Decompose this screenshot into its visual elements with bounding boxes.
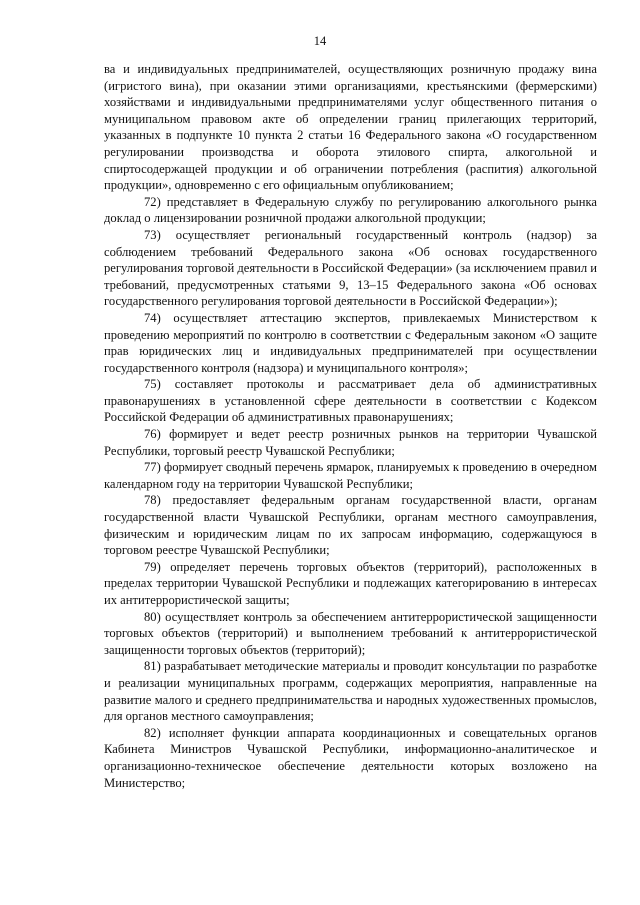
paragraph-item-80: 80) осуществляет контроль за обеспечением антитеррористической защищенности торговых объектов (территорий) и выполнением требований к антитеррористической защищенности торговых объектов (территорий); xyxy=(104,609,597,657)
paragraph-item-75: 75) составляет протоколы и рассматривает дела об административных правонарушениях в установленной сфере деятельности в соответствии с Кодексом Российской Федерации об административных правонарушениях; xyxy=(104,377,597,425)
paragraph-item-77: 77) формирует сводный перечень ярмарок, планируемых к проведению в очередном календарном году на территории Чувашской Республики; xyxy=(104,460,597,491)
paragraph-item-81: 81) разрабатывает методические материалы и проводит консультации по разработке и реализации муниципальных программ, содержащих мероприятия, направленные на развитие малого и среднего предпринимательства и народных художественных промыслов, для органов местного самоуправления; xyxy=(104,659,597,724)
paragraph-item-74: 74) осуществляет аттестацию экспертов, привлекаемых Министерством к проведению мероприятий по контролю в соответствии с Федеральным законом «О защите прав юридических лиц и индивидуальных предпринимателей при осуществлении государственного контроля (надзора) и муниципального контроля»; xyxy=(104,310,597,375)
paragraph-continuation: ва и индивидуальных предпринимателей, осуществляющих розничную продажу вина (игристого вина), при оказании этими организациями, крестьянскими (фермерскими) хозяйствами и индивидуальными предпринимателями услуг общественного питания о муниципальном правовом акте об определении границ прилегающих территорий, указанных в подпункте 10 пункта 2 статьи 16 Федерального закона «О государственном регулировании производства и оборота этилового спирта, алкогольной и спиртосодержащей продукции и об ограничении потребления (распития) алкогольной продукции», одновременно с его официальным опубликованием; xyxy=(104,62,597,193)
paragraph-item-73: 73) осуществляет региональный государственный контроль (надзор) за соблюдением требований Федерального закона «Об основах государственного регулирования торговой деятельности в Российской Федерации» (за исключением правил и требований, предусмотренных статьями 9, 13–15 Федерального закона «Об основах государственного регулирования торговой деятельности в Российской Федерации»); xyxy=(104,227,597,309)
paragraph-item-76: 76) формирует и ведет реестр розничных рынков на территории Чувашской Республики, торговый реестр Чувашской Республики; xyxy=(104,427,597,458)
paragraph-item-79: 79) определяет перечень торговых объектов (территорий), расположенных в пределах территории Чувашской Республики и подлежащих категорированию в интересах их антитеррористической защиты; xyxy=(104,559,597,607)
paragraph-item-78: 78) предоставляет федеральным органам государственной власти, органам государственной власти Чувашской Республики, органам местного самоуправления, физическим и юридическим лицам по их запросам информацию, содержащуюся в торговом реестре Чувашской Республики; xyxy=(104,493,597,558)
document-body xyxy=(104,61,597,791)
paragraph-item-72: 72) представляет в Федеральную службу по регулированию алкогольного рынка доклад о лицензировании розничной продажи алкогольной продукции; xyxy=(104,194,597,226)
paragraph-item-82: 82) исполняет функции аппарата координационных и совещательных органов Кабинета Министров Чувашской Республики, информационно-аналитическое и организационно-техническое обеспечение деятельности которых возложено на Министерство; xyxy=(104,725,597,790)
page-number: 14 xyxy=(313,34,327,48)
